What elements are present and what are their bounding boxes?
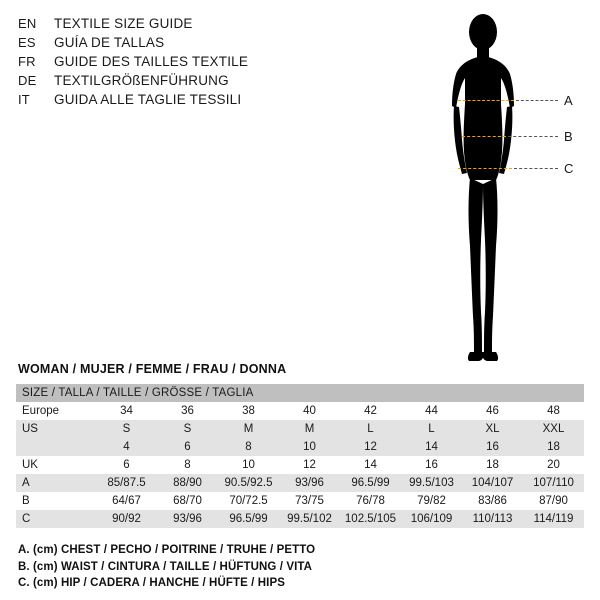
table-cell: 18 bbox=[462, 456, 523, 474]
row-label: B bbox=[16, 492, 96, 510]
table-row bbox=[16, 474, 584, 492]
table-cell: L bbox=[401, 420, 462, 438]
hip-lead-line bbox=[514, 168, 558, 169]
table-row bbox=[16, 402, 584, 420]
female-body-figure bbox=[420, 8, 590, 378]
row-label: US bbox=[16, 420, 96, 438]
table-cell: XL bbox=[462, 420, 523, 438]
female-silhouette-icon bbox=[420, 8, 590, 378]
table-cell: 16 bbox=[462, 438, 523, 456]
language-row bbox=[18, 14, 348, 33]
language-code: FR bbox=[18, 54, 36, 69]
table-cell: 76/78 bbox=[340, 492, 401, 510]
table-cell: 93/96 bbox=[157, 510, 218, 528]
table-cell: 85/87.5 bbox=[96, 474, 157, 492]
table-cell: 99.5/102 bbox=[279, 510, 340, 528]
table-cell: 12 bbox=[340, 438, 401, 456]
table-cell: 44 bbox=[401, 402, 462, 420]
table-cell: 68/70 bbox=[157, 492, 218, 510]
table-row bbox=[16, 438, 584, 456]
language-row bbox=[18, 52, 348, 71]
table-cell: 96.5/99 bbox=[218, 510, 279, 528]
table-cell: 90.5/92.5 bbox=[218, 474, 279, 492]
table-cell: 14 bbox=[340, 456, 401, 474]
table-cell: M bbox=[218, 420, 279, 438]
table-cell: 10 bbox=[279, 438, 340, 456]
table-cell: 14 bbox=[401, 438, 462, 456]
table-row bbox=[16, 492, 584, 510]
table-cell: 42 bbox=[340, 402, 401, 420]
table-cell: 64/67 bbox=[96, 492, 157, 510]
table-cell: 107/110 bbox=[523, 474, 584, 492]
table-cell: 83/86 bbox=[462, 492, 523, 510]
table-cell: 110/113 bbox=[462, 510, 523, 528]
language-text: GUIDA ALLE TAGLIE TESSILI bbox=[54, 92, 242, 107]
language-header-block bbox=[18, 14, 348, 109]
table-row bbox=[16, 456, 584, 474]
hip-measure-line bbox=[458, 168, 512, 169]
row-label: UK bbox=[16, 456, 96, 474]
chest-measure-line bbox=[458, 100, 514, 101]
table-cell: 48 bbox=[523, 402, 584, 420]
waist-measure-label: B bbox=[564, 129, 573, 144]
chest-lead-line bbox=[516, 100, 558, 101]
row-label bbox=[16, 438, 96, 456]
table-cell: 79/82 bbox=[401, 492, 462, 510]
language-text: GUÍA DE TALLAS bbox=[54, 35, 165, 50]
waist-lead-line bbox=[508, 136, 558, 137]
table-cell: 20 bbox=[523, 456, 584, 474]
legend-line-hip: C. (cm) HIP / CADERA / HANCHE / HÜFTE / HIPS bbox=[18, 577, 286, 589]
language-code: DE bbox=[18, 73, 37, 88]
language-row bbox=[18, 33, 348, 52]
language-text: TEXTILGRÖßENFÜHRUNG bbox=[54, 73, 229, 88]
language-text: GUIDE DES TAILLES TEXTILE bbox=[54, 54, 249, 69]
hip-measure-label: C bbox=[564, 161, 574, 176]
table-cell: 90/92 bbox=[96, 510, 157, 528]
row-label: A bbox=[16, 474, 96, 492]
table-cell: 102.5/105 bbox=[340, 510, 401, 528]
table-cell: 96.5/99 bbox=[340, 474, 401, 492]
table-cell: 99.5/103 bbox=[401, 474, 462, 492]
table-cell: L bbox=[340, 420, 401, 438]
size-table bbox=[16, 384, 584, 528]
table-cell: 8 bbox=[157, 456, 218, 474]
section-title: WOMAN / MUJER / FEMME / FRAU / DONNA bbox=[18, 362, 287, 376]
chest-measure-label: A bbox=[564, 93, 573, 108]
table-row bbox=[16, 510, 584, 528]
language-code: EN bbox=[18, 16, 37, 31]
table-cell: 106/109 bbox=[401, 510, 462, 528]
row-label: Europe bbox=[16, 402, 96, 420]
table-cell: S bbox=[96, 420, 157, 438]
legend-line-chest: A. (cm) CHEST / PECHO / POITRINE / TRUHE / PETTO bbox=[18, 544, 316, 556]
language-row bbox=[18, 71, 348, 90]
table-cell: 12 bbox=[279, 456, 340, 474]
table-row bbox=[16, 420, 584, 438]
table-cell: 104/107 bbox=[462, 474, 523, 492]
table-cell: 46 bbox=[462, 402, 523, 420]
table-header-row bbox=[16, 384, 584, 402]
table-cell: 38 bbox=[218, 402, 279, 420]
row-label: C bbox=[16, 510, 96, 528]
table-cell: 93/96 bbox=[279, 474, 340, 492]
table-cell: 73/75 bbox=[279, 492, 340, 510]
table-cell: 34 bbox=[96, 402, 157, 420]
table-cell: 8 bbox=[218, 438, 279, 456]
language-text: TEXTILE SIZE GUIDE bbox=[54, 16, 193, 31]
table-cell: 6 bbox=[96, 456, 157, 474]
table-cell: 40 bbox=[279, 402, 340, 420]
table-cell: 87/90 bbox=[523, 492, 584, 510]
table-cell: 18 bbox=[523, 438, 584, 456]
waist-measure-line bbox=[462, 136, 506, 137]
table-cell: 16 bbox=[401, 456, 462, 474]
measurement-legend bbox=[18, 542, 315, 592]
language-code: ES bbox=[18, 35, 36, 50]
table-cell: 70/72.5 bbox=[218, 492, 279, 510]
table-cell: S bbox=[157, 420, 218, 438]
legend-line-waist: B. (cm) WAIST / CINTURA / TAILLE / HÜFTUNG / VITA bbox=[18, 560, 313, 573]
table-cell: 6 bbox=[157, 438, 218, 456]
table-cell: 36 bbox=[157, 402, 218, 420]
language-code: IT bbox=[18, 92, 30, 107]
table-cell: XXL bbox=[523, 420, 584, 438]
language-row bbox=[18, 90, 348, 109]
table-header-label: SIZE / TALLA / TAILLE / GRÖSSE / TAGLIA bbox=[16, 384, 584, 402]
table-cell: 10 bbox=[218, 456, 279, 474]
table-cell: M bbox=[279, 420, 340, 438]
table-cell: 88/90 bbox=[157, 474, 218, 492]
table-cell: 4 bbox=[96, 438, 157, 456]
table-cell: 114/119 bbox=[523, 510, 584, 528]
